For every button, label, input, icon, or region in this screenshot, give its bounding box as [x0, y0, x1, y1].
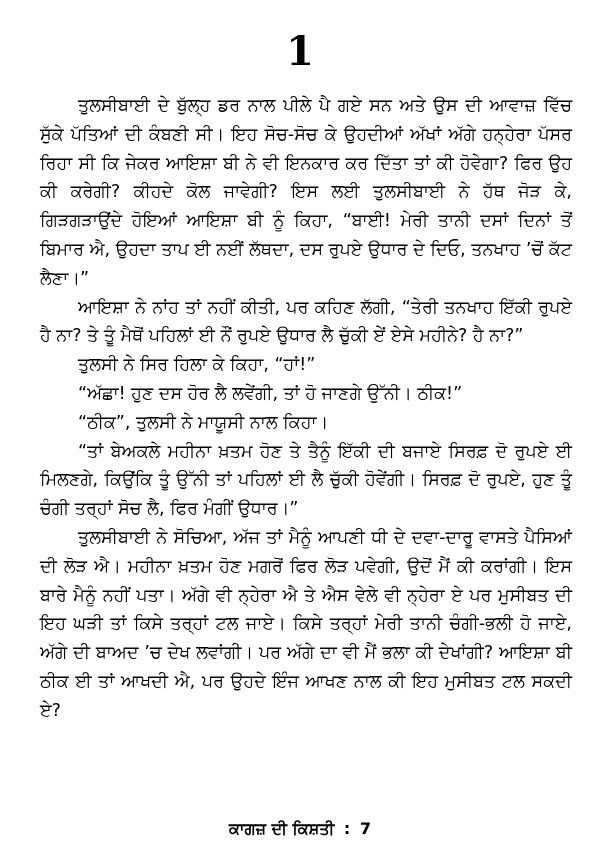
paragraph: “ਤਾਂ ਬੇਅਕਲੇ ਮਹੀਨਾ ਖ਼ਤਮ ਹੋਣ ਤੇ ਤੈਨੂੰ ਇੱਕੀ ਦੀ ਬਜਾਏ ਸਿਰਫ਼ ਦੋ ਰੁਪਏ ਈ ਮਿਲਣਗੇ, ਕਿਉਂਕਿ ਤੂੰ ਉੱਨੀ ਤਾਂ ਪਹਿਲਾਂ ਈ ਲੈ ਚੁੱਕੀ ਹੋਵੇਂਗੀ। ਸਿਰਫ਼ ਦੋ ਰੁਪਏ, ਹੁਣ ਤੂੰ ਚੰਗੀ ਤਰ੍ਹਾਂ ਸੋਚ ਲੈ, ਫਿਰ ਮੰਗੀਂ ਉਧਾਰ।” [40, 441, 572, 520]
paragraph: “ਠੀਕ”, ਤੁਲਸੀ ਨੇ ਮਾਯੂਸੀ ਨਾਲ ਕਿਹਾ। [78, 412, 329, 433]
footer-page-number: 7 [359, 819, 372, 838]
running-footer [0, 818, 600, 840]
footer-separator: : [343, 819, 351, 838]
paragraph: ਆਇਸ਼ਾ ਨੇ ਨਾਂਹ ਤਾਂ ਨਹੀਂ ਕੀਤੀ, ਪਰ ਕਹਿਣ ਲੱਗੀ, “ਤੇਰੀ ਤਨਖਾਹ ਇੱਕੀ ਰੁਪਏ ਹੈ ਨਾ? ਤੇ ਤੂੰ ਮੈਥੋਂ ਪਹਿਲਾਂ ਈ ਨੌਂ ਰੁਪਏ ਉਧਾਰ ਲੈ ਚੁੱਕੀ ਏਂ ਏਸੇ ਮਹੀਨੇ? ਹੈ ਨਾ?” [40, 297, 572, 347]
chapter-number: 1 [286, 28, 314, 75]
footer-book-title: ਕਾਗਜ਼ ਦੀ ਕਿਸ਼ਤੀ [228, 819, 335, 838]
paragraph: ਤੁਲਸੀਬਾਈ ਦੇ ਬੁੱਲ੍ਹ ਡਰ ਨਾਲ ਪੀਲੇ ਪੈ ਗਏ ਸਨ ਅਤੇ ਉਸ ਦੀ ਆਵਾਜ਼ ਵਿੱਚ ਸੁੱਕੇ ਪੱਤਿਆਂ ਦੀ ਕੰਬਣੀ ਸੀ। ਇਹ ਸੋਚ-ਸੋਚ ਕੇ ਉਹਦੀਆਂ ਅੱਖਾਂ ਅੱਗੇ ਹਨ੍ਹੇਰਾ ਪੱਸਰ ਰਿਹਾ ਸੀ ਕਿ ਜੇਕਰ ਆਇਸ਼ਾ ਬੀ ਨੇ ਵੀ ਇਨਕਾਰ ਕਰ ਦਿੱਤਾ ਤਾਂ ਕੀ ਹੋਵੇਗਾ? ਫਿਰ ਉਹ ਕੀ ਕਰੇਗੀ? ਕੀਹਦੇ ਕੋਲ ਜਾਵੇਗੀ? ਇਸ ਲਈ ਤੁਲਸੀਬਾਈ ਨੇ ਹੱਥ ਜੋੜ ਕੇ, ਗਿੜਗੜਾਉਂਦੇ ਹੋਇਆਂ ਆਇਸ਼ਾ ਬੀ ਨੂੰ ਕਿਹਾ, “ਬਾਈ! ਮੇਰੀ ਤਾਨੀ ਦਸਾਂ ਦਿਨਾਂ ਤੋਂ ਬਿਮਾਰ ਐ, ਉਹਦਾ ਤਾਪ ਈ ਨਈਂ ਲੱਥਦਾ, ਦਸ ਰੁਪਏ ਉਧਾਰ ਦੇ ਦਿਓ, ਤਨਖਾਹ ’ਚੋਂ ਕੱਟ ਲੈਣਾ।” [40, 96, 572, 289]
paragraph: “ਅੱਛਾ! ਹੁਣ ਦਸ ਹੋਰ ਲੈ ਲਵੇਂਗੀ, ਤਾਂ ਹੋ ਜਾਣਗੇ ਉੱਨੀ। ਠੀਕ!” [78, 383, 463, 404]
paragraph: ਤੁਲਸੀ ਨੇ ਸਿਰ ਹਿਲਾ ਕੇ ਕਿਹਾ, “ਹਾਂ!” [78, 355, 316, 376]
chapter-body [40, 92, 572, 726]
paragraph: ਤੁਲਸੀਬਾਈ ਨੇ ਸੋਚਿਆ, ਅੱਜ ਤਾਂ ਮੈਨੂੰ ਆਪਣੀ ਧੀ ਦੇ ਦਵਾ-ਦਾਰੂ ਵਾਸਤੇ ਪੈਸਿਆਂ ਦੀ ਲੋੜ ਐ। ਮਹੀਨਾ ਖ਼ਤਮ ਹੋਣ ਮਗਰੋਂ ਫਿਰ ਲੋੜ ਪਵੇਗੀ, ਉਦੋਂ ਮੈਂ ਕੀ ਕਰਾਂਗੀ। ਇਸ ਬਾਰੇ ਮੈਨੂੰ ਨਹੀਂ ਪਤਾ। ਅੱਗੇ ਵੀ ਨ੍ਹੇਰਾ ਐ ਤੇ ਐਸ ਵੇਲੇ ਵੀ ਨ੍ਹੇਰਾ ਏ ਪਰ ਮੁਸੀਬਤ ਦੀ ਇਹ ਘੜੀ ਤਾਂ ਕਿਸੇ ਤਰ੍ਹਾਂ ਟਲ ਜਾਏ। ਕਿਸੇ ਤਰ੍ਹਾਂ ਮੇਰੀ ਤਾਨੀ ਚੰਗੀ-ਭਲੀ ਹੋ ਜਾਏ, ਅੱਗੇ ਦੀ ਬਾਅਦ ’ਚ ਦੇਖ ਲਵਾਂਗੀ। ਪਰ ਅੱਗੇ ਦਾ ਵੀ ਮੈਂ ਭਲਾ ਕੀ ਦੇਖਾਂਗੀ? ਆਇਸ਼ਾ ਬੀ ਠੀਕ ਈ ਤਾਂ ਆਖਦੀ ਐ, ਪਰ ਉਹਦੇ ਇੰਜ ਆਖਣ ਨਾਲ ਕੀ ਇਹ ਮੁਸੀਬਤ ਟਲ ਸਕਦੀ ਏ? [40, 527, 572, 721]
